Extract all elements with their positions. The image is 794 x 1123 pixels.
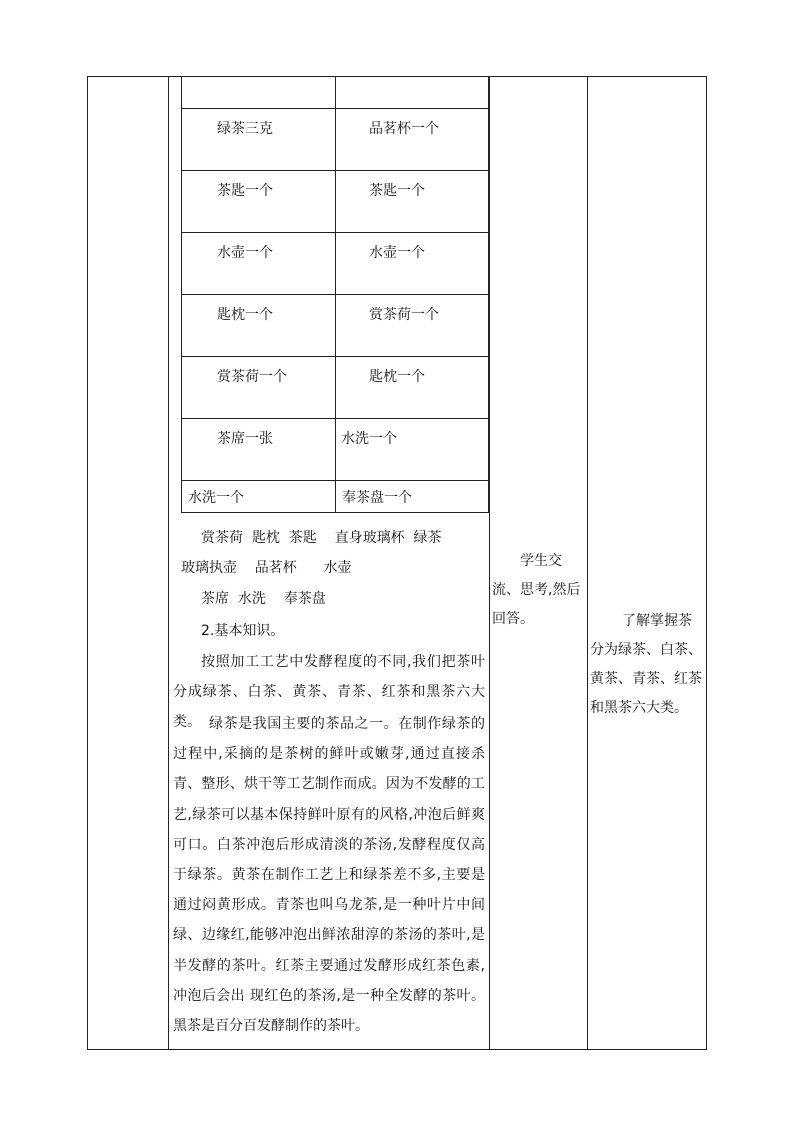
student-activity-text: 学生交流、思考,然后回答。 [492,553,581,627]
table-cell [336,77,488,86]
table-cell: 赏茶荷一个 [217,369,287,385]
table-cell: 奉茶盘一个 [342,489,412,506]
table-row [182,481,489,513]
materials-table [181,76,489,513]
table-cell: 品茗杯一个 [369,121,439,137]
table-cell: 水洗一个 [188,489,244,506]
paragraph-intro: 按照加工工艺中发酵程度的不同,我们把茶叶分成绿茶、白茶、黄茶、青茶、红茶和黑茶六大类。 [173,654,485,731]
table-row [182,233,489,295]
table-cell: 绿茶三克 [217,121,273,137]
table-cell: 水壶一个 [369,245,425,261]
table-row [182,171,489,233]
table-cell: 茶匙一个 [369,183,425,199]
table-row [182,295,489,357]
section-heading: 2.基本知识。 [201,623,285,639]
column-divider [168,77,169,1049]
table-cell: 茶匙一个 [217,183,273,199]
table-cell: 茶席一张 [217,431,273,447]
items-line: 茶席 水洗 奉茶盘 [201,591,326,607]
paragraph-details: 绿茶是我国主要的茶品之一。在制作绿茶的过程中,采摘的是茶树的鲜叶或嫩芽,通过直接杀青、整形、烘干等工艺制作而成。因为不发酵的工艺,绿茶可以基本保持鲜叶原有的风格,冲泡后鲜爽可口。白茶冲泡后形成清淡的茶汤,发酵程度仅高于绿茶。黄茶在制作工艺上和绿茶差不多,主要是通过闷黄形成。青茶也叫乌龙茶,是一种叶片中间绿、边缘红,能够冲泡出鲜浓甜淳的茶汤的茶叶,是半发酵的茶叶。红茶主要通过发酵形成红茶色素,冲泡后会出 现红色的茶汤,是一种全发酵的茶叶。黑茶是百分百发酵制作的茶叶。 [173,716,485,1035]
table-row [182,419,489,481]
table-cell: 赏茶荷一个 [369,307,439,323]
column-divider [489,77,490,1049]
column-divider [587,77,588,1049]
table-cell [182,77,335,86]
learning-goal-text: 了解掌握茶分为绿茶、白茶、黄茶、青茶、红茶和黑茶六大类。 [590,613,702,716]
learning-goal [590,607,704,723]
table-cell: 水洗一个 [341,431,397,447]
table-row [182,357,489,419]
items-line: 赏茶荷 匙枕 茶匙 直身玻璃杯 绿茶 [201,530,442,546]
table-cell: 匙枕一个 [217,307,273,323]
student-activity [492,547,586,634]
items-line: 玻璃执壶 品茗杯 水壶 [181,560,352,576]
table-cell: 水壶一个 [217,245,273,261]
table-row [182,109,489,171]
table-row [182,77,489,109]
table-cell: 匙枕一个 [369,369,425,385]
